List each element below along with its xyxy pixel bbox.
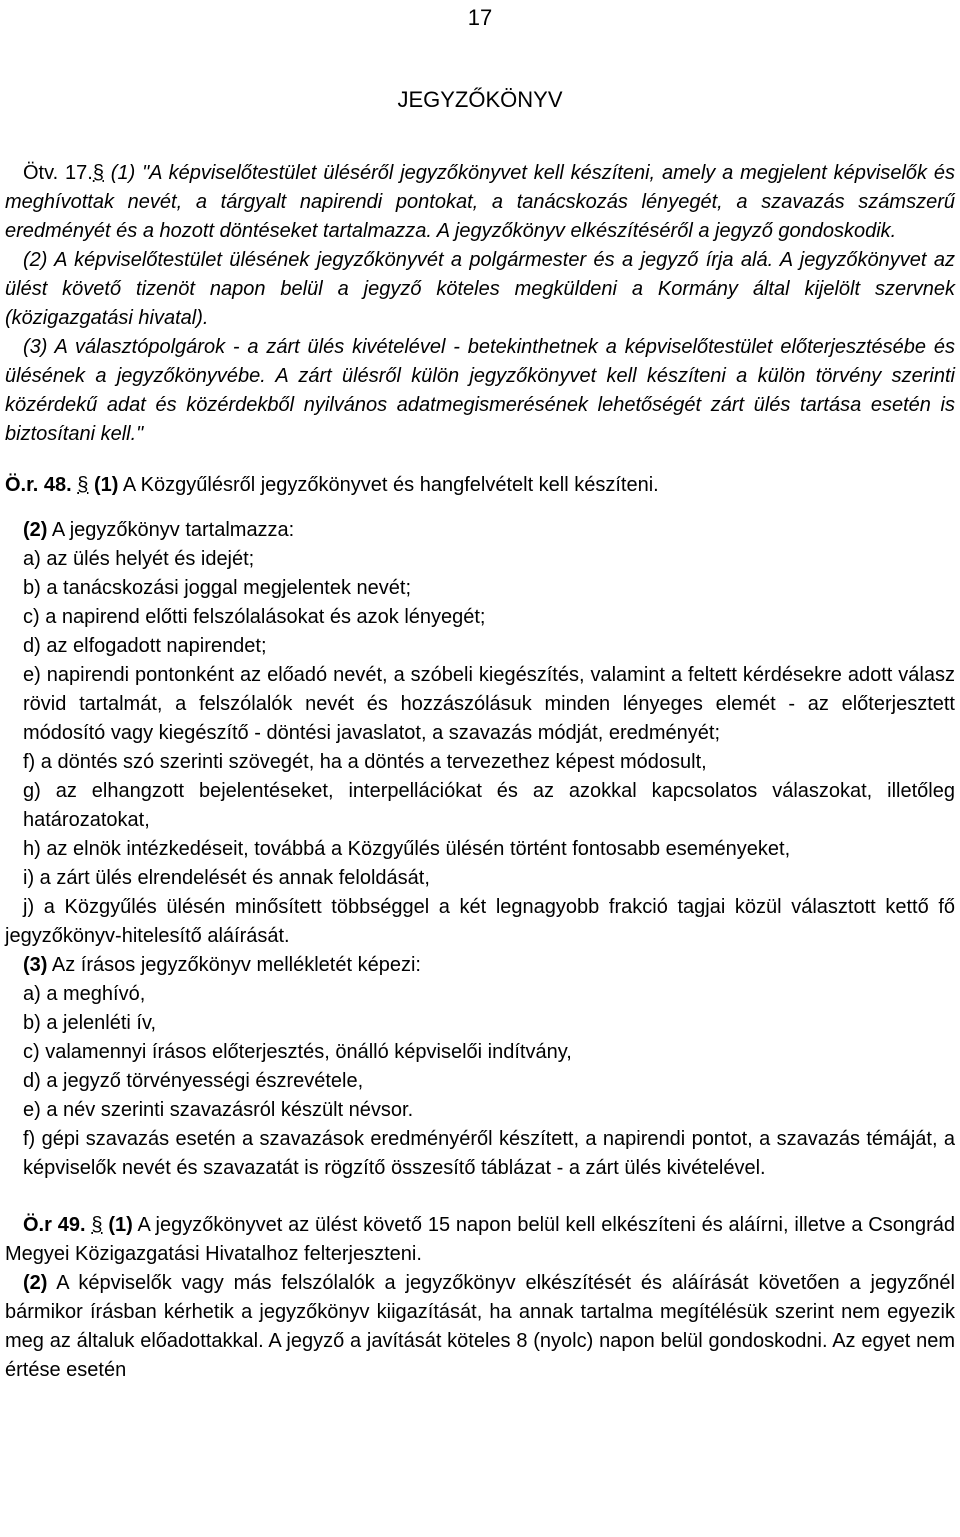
annex-item-a: a) a meghívó, [23,983,146,1005]
annex-item-c: c) valamennyi írásos előterjesztés, önálló képviselői indítvány, [23,1041,572,1063]
or48-p3-text: Az írásos jegyzőkönyv mellékletét képezi: [51,954,421,976]
or49-ref: Ö.r 49. [23,1214,86,1236]
list-item-e: e) napirendi pontonként az előadó nevét, a szóbeli kiegészítés, valamint a feltett kérdésekre adott válasz rövid tartalmát, a felszólalók nevét és hozzászólásuk minden lényeges elemét - az előterjesztett módosító vagy kiegészítő - döntési javaslatot, a szavazás módját, eredményét; [23,664,955,744]
list-item-b: b) a tanácskozási joggal megjelentek nevét; [23,577,412,599]
section-symbol: § [92,162,104,184]
list-item-d: d) az elfogadott napirendet; [23,635,267,657]
otv-ref: Ötv. 17. [23,162,93,184]
or49-p2-text: A képviselők vagy más felszólalók a jegyzőkönyv elkészítését és aláírását követően a jegyzőnél bármikor írásban kérhetik a jegyzőkönyv kiigazítását, ha annak tartalma megítélésük szerint nem egyezik meg az általuk előadottakkal. A jegyző a javítását köteles 8 (nyolc) napon belül gondoskodni. Az egyet nem értése esetén [5,1272,956,1381]
or48-p1-text: A Közgyűlésről jegyzőkönyvet és hangfelvételt kell készíteni. [122,474,659,496]
annex-item-d: d) a jegyző törvényességi észrevétele, [23,1070,364,1092]
document-page [5,0,955,1385]
otv-paragraph-1 [5,159,955,246]
or48-p3-num: (3) [23,954,48,976]
annex-item-e: e) a név szerinti szavazásról készült névsor. [23,1099,414,1121]
otv-p1-text: (1) "A képviselőtestület üléséről jegyzőkönyvet kell készíteni, amely a megjelent képviselők és meghívottak nevét, a tárgyalt napirendi pontokat, a tanácskozás lényegét, a szavazás számszerű eredményét és a hozott döntéseket tartalmazza. A jegyzőkönyv elkészítéséről a jegyző gondoskodik. [5,162,955,242]
annex-item-b: b) a jelenléti ív, [23,1012,157,1034]
or49-paragraph-1 [5,1211,955,1269]
or49-p2-num: (2) [23,1272,48,1294]
document-title: JEGYZŐKÖNYV [397,87,563,112]
or49-p1-text: A jegyzőkönyvet az ülést követő 15 napon belül kell elkészíteni és aláírni, illetve a Csongrád Megyei Közigazgatási Hivatalhoz felterjeszteni. [5,1214,955,1265]
section-symbol: § [77,474,89,496]
otv-paragraph-3: (3) A választópolgárok - a zárt ülés kivételével - betekinthetnek a képviselőtestület előterjesztésébe és ülésének a jegyzőkönyvébe. A zárt ülésről külön jegyzőkönyvet kell készíteni a külön törvény szerinti közérdekű adat és közérdekből nyilvános adatmegismerésének lehetőségét zárt ülés tartása esetén is biztosítani kell." [5,336,955,445]
list-item-h: h) az elnök intézkedéseit, továbbá a Közgyűlés ülésén történt fontosabb eseményeket, [23,838,791,860]
or48-p2-num: (2) [23,519,48,541]
section-or-48 [5,471,955,1183]
section-otv-17 [5,159,955,449]
annex-item-f: f) gépi szavazás esetén a szavazások eredményéről készített, a napirendi pontot, a szavazás témáját, a képviselők nevét és szavazatát is rögzítő összesítő táblázat - a zárt ülés kivételével. [23,1128,955,1179]
list-item-a: a) az ülés helyét és idejét; [23,548,255,570]
or48-paragraph-3 [5,951,955,980]
list-item-c: c) a napirend előtti felszólalásokat és azok lényegét; [23,606,486,628]
section-or-49 [5,1211,955,1385]
or49-p1-num: (1) [108,1214,133,1236]
section-symbol: § [91,1214,103,1236]
or48-paragraph-1 [5,471,955,500]
otv-paragraph-2: (2) A képviselőtestület ülésének jegyzőkönyvét a polgármester és a jegyző írja alá. A jegyzőkönyvet az ülést követő tizenöt napon belül a jegyző köteles megküldeni a Kormány által kijelölt szervnek (közigazgatási hivatal). [5,249,955,329]
page-number: 17 [467,5,493,30]
list-item-g: g) az elhangzott bejelentéseket, interpellációkat és az azokkal kapcsolatos válaszokat, illetőleg határozatokat, [23,780,955,831]
or48-p2-text: A jegyzőkönyv tartalmazza: [51,519,295,541]
list-item-f: f) a döntés szó szerinti szövegét, ha a döntés a tervezethez képest módosult, [23,751,707,773]
list-item-i: i) a zárt ülés elrendelését és annak feloldását, [23,867,430,889]
or48-p1-num: (1) [93,474,119,496]
or48-paragraph-2 [5,516,955,545]
list-item-j: j) a Közgyűlés ülésén minősített többséggel a két legnagyobb frakció tagjai közül választott kettő fő jegyzőkönyv-hitelesítő aláírását. [5,896,955,947]
or48-ref: Ö.r. 48. [5,474,72,496]
or49-paragraph-2 [5,1269,955,1385]
